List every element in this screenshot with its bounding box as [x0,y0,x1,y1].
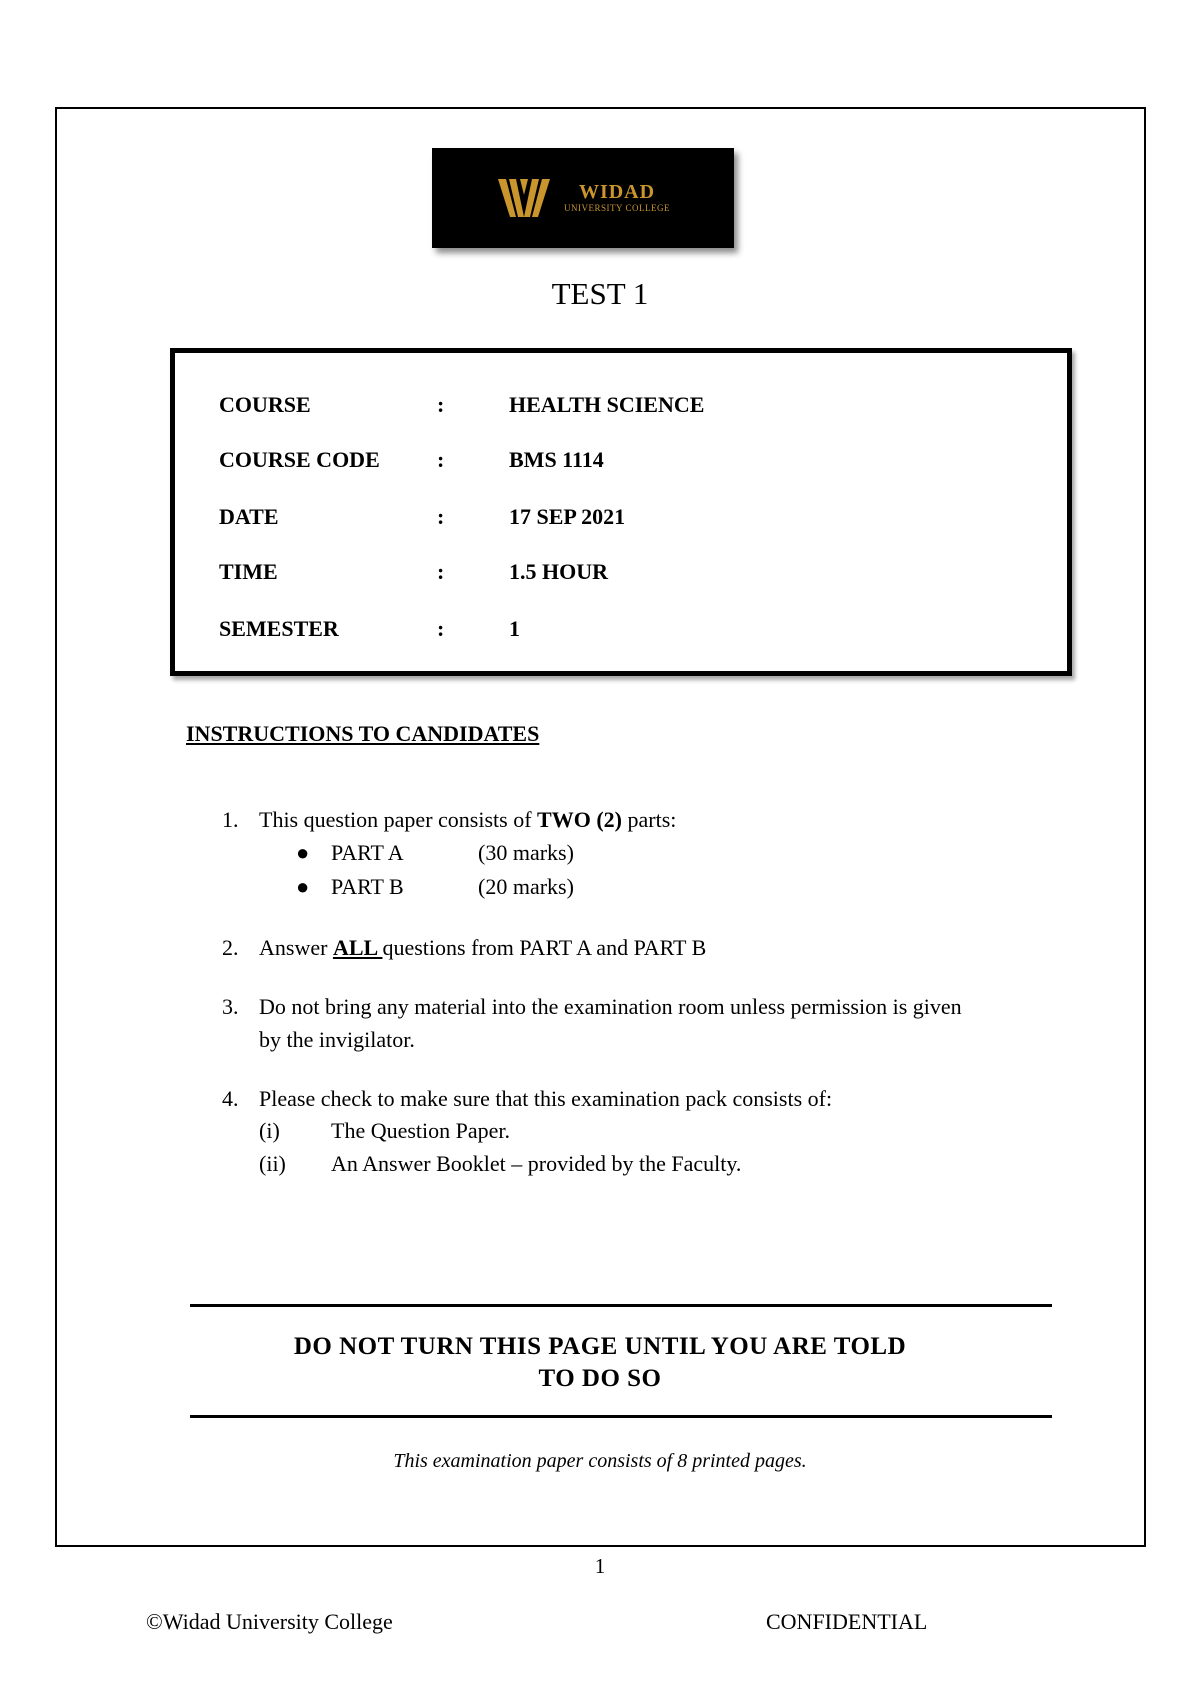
warning-line-2: TO DO SO [538,1365,662,1392]
subitem-ii [0,1148,1200,1180]
divider-bottom [190,1415,1052,1418]
info-value: 1 [509,616,520,641]
info-label: TIME [219,559,278,584]
university-logo [432,148,734,248]
item-number: 2. [222,935,239,960]
info-row-semester [175,614,1067,644]
subitem-number: (ii) [259,1151,286,1176]
info-label: SEMESTER [219,616,339,641]
info-colon: : [437,392,445,417]
item-text: by the invigilator. [259,1027,415,1052]
info-value: HEALTH SCIENCE [509,392,705,417]
instruction-item-4 [0,1083,1200,1115]
item-text: Answer ALL questions from PART A and PART B [259,935,707,960]
page-title: TEST 1 [551,276,649,311]
subitem-number: (i) [259,1118,280,1143]
info-colon: : [437,504,445,529]
warning-line-1: DO NOT TURN THIS PAGE UNTIL YOU ARE TOLD [293,1333,907,1360]
item-number: 4. [222,1086,239,1111]
part-b-line [0,871,1200,903]
part-label: PART A [331,840,404,865]
footer-confidential: CONFIDENTIAL [766,1609,928,1634]
course-info-box [170,348,1072,676]
logo-subtitle: UNIVERSITY COLLEGE [564,203,670,213]
info-row-course-code [175,445,1067,475]
item-number: 3. [222,994,239,1019]
bullet-icon: ● [296,874,310,899]
subitem-text: The Question Paper. [331,1118,511,1143]
footer-copyright: ©Widad University College [146,1609,393,1634]
logo-name: WIDAD [578,181,656,203]
info-colon: : [437,447,445,472]
part-marks: (20 marks) [478,874,574,899]
info-value: BMS 1114 [509,447,604,472]
info-colon: : [437,616,445,641]
instruction-item-3 [0,991,1200,1023]
info-row-time [175,557,1067,587]
instruction-item-1 [0,804,1200,836]
info-label: COURSE [219,392,311,417]
bullet-icon: ● [296,840,310,865]
item-text: Please check to make sure that this examination pack consists of: [259,1086,833,1111]
info-row-date [175,502,1067,532]
info-label: COURSE CODE [219,447,380,472]
info-value: 17 SEP 2021 [509,504,626,529]
warning-notice [0,1331,1200,1395]
subitem-text: An Answer Booklet – provided by the Faculty. [331,1151,742,1176]
instructions-heading: INSTRUCTIONS TO CANDIDATES [186,721,540,746]
item-text: This question paper consists of TWO (2) parts: [259,807,677,832]
widad-emblem-icon [496,175,552,221]
part-marks: (30 marks) [478,840,574,865]
subitem-i [0,1115,1200,1147]
item-text: Do not bring any material into the examination room unless permission is given [259,994,962,1019]
part-label: PART B [331,874,404,899]
divider-top [190,1304,1052,1307]
pages-note: This examination paper consists of 8 printed pages. [393,1450,807,1472]
instruction-item-2 [0,932,1200,964]
info-colon: : [437,559,445,584]
page-number: 1 [594,1554,606,1578]
info-value: 1.5 HOUR [509,559,608,584]
item-number: 1. [222,807,239,832]
info-row-course [175,390,1067,420]
part-a-line [0,837,1200,869]
instruction-item-3-cont [0,1024,1200,1056]
info-label: DATE [219,504,279,529]
